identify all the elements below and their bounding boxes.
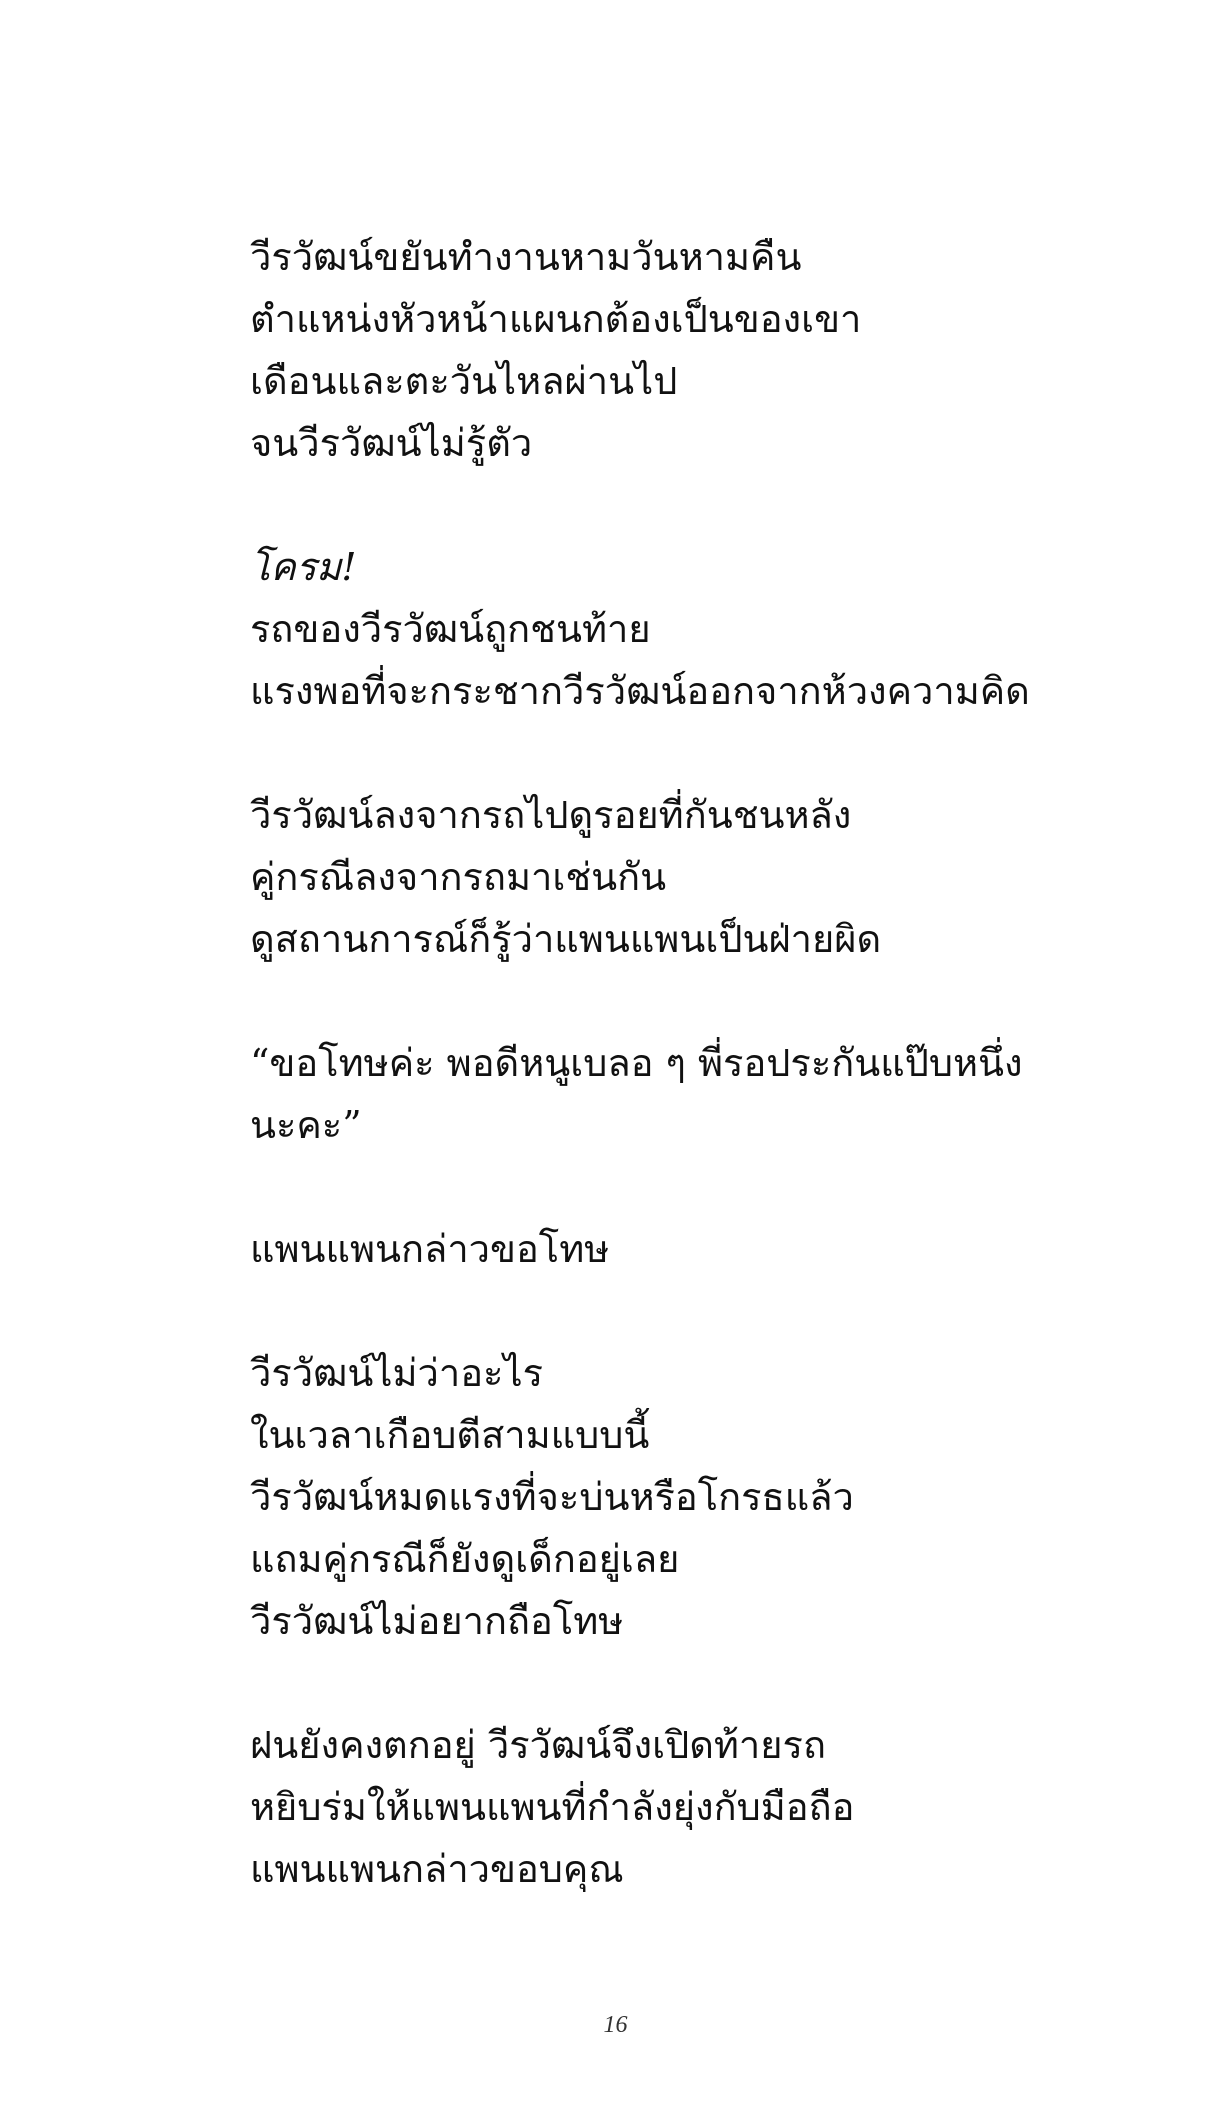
text-line: แรงพอที่จะกระชากวีรวัฒน์ออกจากห้วงความคิด	[250, 669, 1030, 713]
sound-effect-text: โครม!	[250, 545, 357, 589]
text-line: รถของวีรวัฒน์ถูกชนท้าย	[250, 607, 651, 651]
text-line: ในเวลาเกือบตีสามแบบนี้	[250, 1413, 650, 1457]
text-line: วีรวัฒน์ลงจากรถไปดูรอยที่กันชนหลัง	[250, 793, 852, 837]
dialogue-line: นะคะ”	[250, 1103, 362, 1147]
text-line: แพนแพนกล่าวขอโทษ	[250, 1227, 610, 1271]
page-number: 16	[603, 2012, 628, 2038]
text-line: แถมคู่กรณีก็ยังดูเด็กอยู่เลย	[250, 1537, 680, 1581]
text-line: วีรวัฒน์ไม่ว่าอะไร	[250, 1351, 543, 1395]
text-line: วีรวัฒน์ไม่อยากถือโทษ	[250, 1599, 624, 1643]
dialogue-line: “ขอโทษค่ะ พอดีหนูเบลอ ๆ พี่รอประกันแป๊บหนึ่ง	[250, 1041, 1023, 1085]
text-line: วีรวัฒน์ขยันทำงานหามวันหามคืน	[250, 235, 802, 279]
text-line: ฝนยังคงตกอยู่ วีรวัฒน์จึงเปิดท้ายรถ	[250, 1723, 826, 1767]
text-line: เดือนและตะวันไหลผ่านไป	[250, 359, 678, 403]
text-line: ตำแหน่งหัวหน้าแผนกต้องเป็นของเขา	[250, 297, 862, 341]
text-line: หยิบร่มให้แพนแพนที่กำลังยุ่งกับมือถือ	[250, 1785, 855, 1829]
text-line: คู่กรณีลงจากรถมาเช่นกัน	[250, 855, 667, 899]
text-line: แพนแพนกล่าวขอบคุณ	[250, 1847, 624, 1891]
text-line: ดูสถานการณ์ก็รู้ว่าแพนแพนเป็นฝ่ายผิด	[250, 917, 882, 961]
text-line: จนวีรวัฒน์ไม่รู้ตัว	[250, 421, 533, 465]
text-line: วีรวัฒน์หมดแรงที่จะบ่นหรือโกรธแล้ว	[250, 1475, 854, 1519]
